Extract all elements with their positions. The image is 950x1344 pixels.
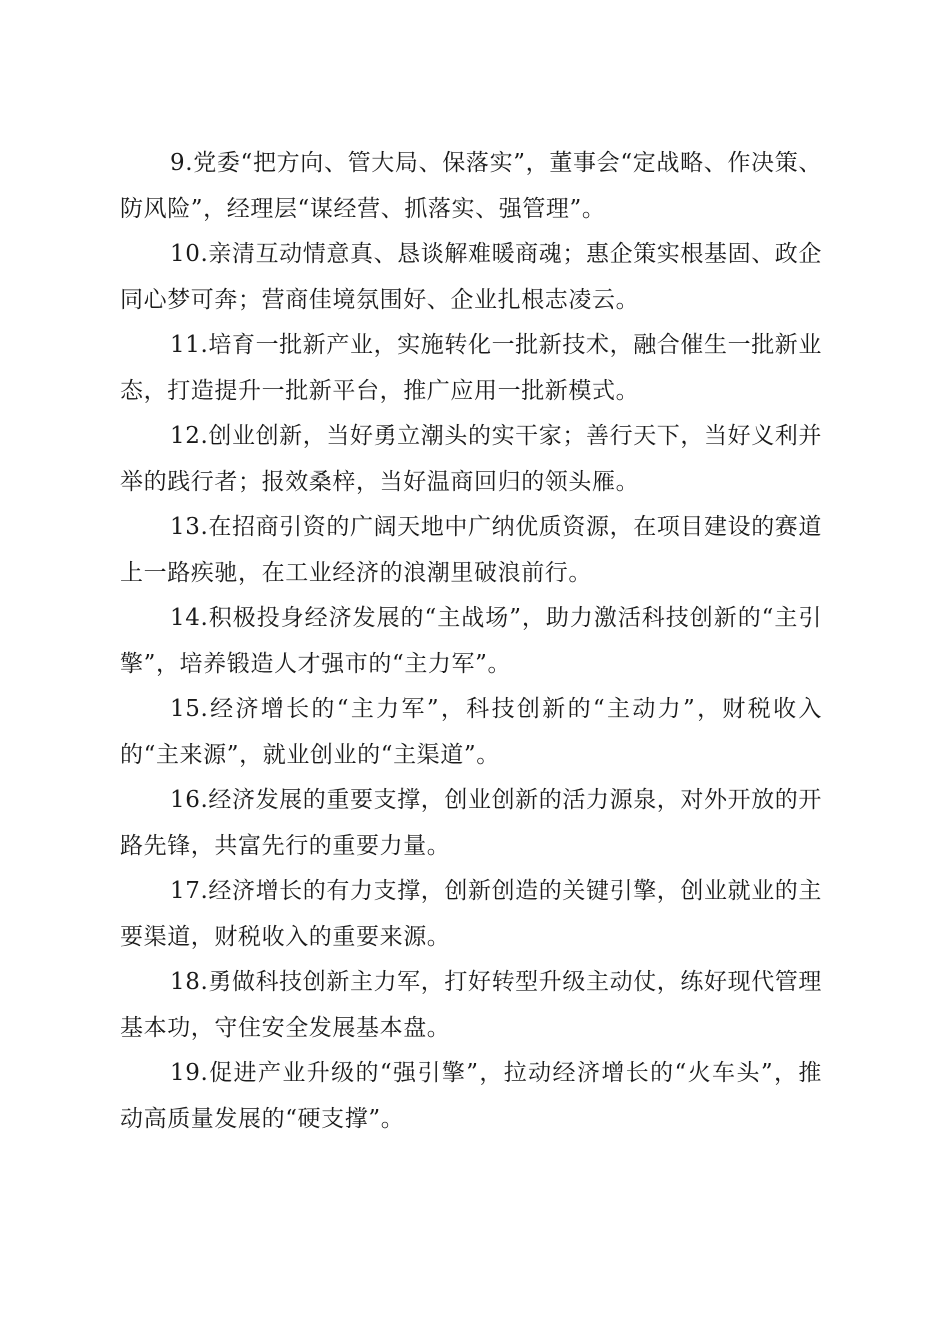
list-item-18: 18.勇做科技创新主力军，打好转型升级主动仗，练好现代管理基本功，守住安全发展基本盘。 bbox=[120, 969, 822, 1041]
document-body bbox=[120, 141, 822, 1142]
list-item-16: 16.经济发展的重要支撑，创业创新的活力源泉，对外开放的开路先锋，共富先行的重要力量。 bbox=[120, 787, 822, 859]
list-item-10: 10.亲清互动情意真、恳谈解难暖商魂；惠企策实根基固、政企同心梦可奔；营商佳境氛围好、企业扎根志凌云。 bbox=[120, 241, 822, 313]
list-item-12: 12.创业创新，当好勇立潮头的实干家；善行天下，当好义利并举的践行者；报效桑梓，当好温商回归的领头雁。 bbox=[120, 423, 822, 495]
list-item-15: 15.经济增长的“主力军”，科技创新的“主动力”，财税收入的“主来源”，就业创业的“主渠道”。 bbox=[120, 696, 822, 768]
list-item-11: 11.培育一批新产业，实施转化一批新技术，融合催生一批新业态，打造提升一批新平台，推广应用一批新模式。 bbox=[120, 332, 822, 404]
list-item-14: 14.积极投身经济发展的“主战场”，助力激活科技创新的“主引擎”，培养锻造人才强市的“主力军”。 bbox=[120, 605, 822, 677]
list-item-17: 17.经济增长的有力支撑，创新创造的关键引擎，创业就业的主要渠道，财税收入的重要来源。 bbox=[120, 878, 822, 950]
list-item-13: 13.在招商引资的广阔天地中广纳优质资源，在项目建设的赛道上一路疾驰，在工业经济的浪潮里破浪前行。 bbox=[120, 514, 822, 586]
list-item-9: 9.党委“把方向、管大局、保落实”，董事会“定战略、作决策、防风险”，经理层“谋经营、抓落实、强管理”。 bbox=[120, 150, 822, 222]
list-item-19: 19.促进产业升级的“强引擎”，拉动经济增长的“火车头”，推动高质量发展的“硬支撑”。 bbox=[120, 1060, 822, 1132]
